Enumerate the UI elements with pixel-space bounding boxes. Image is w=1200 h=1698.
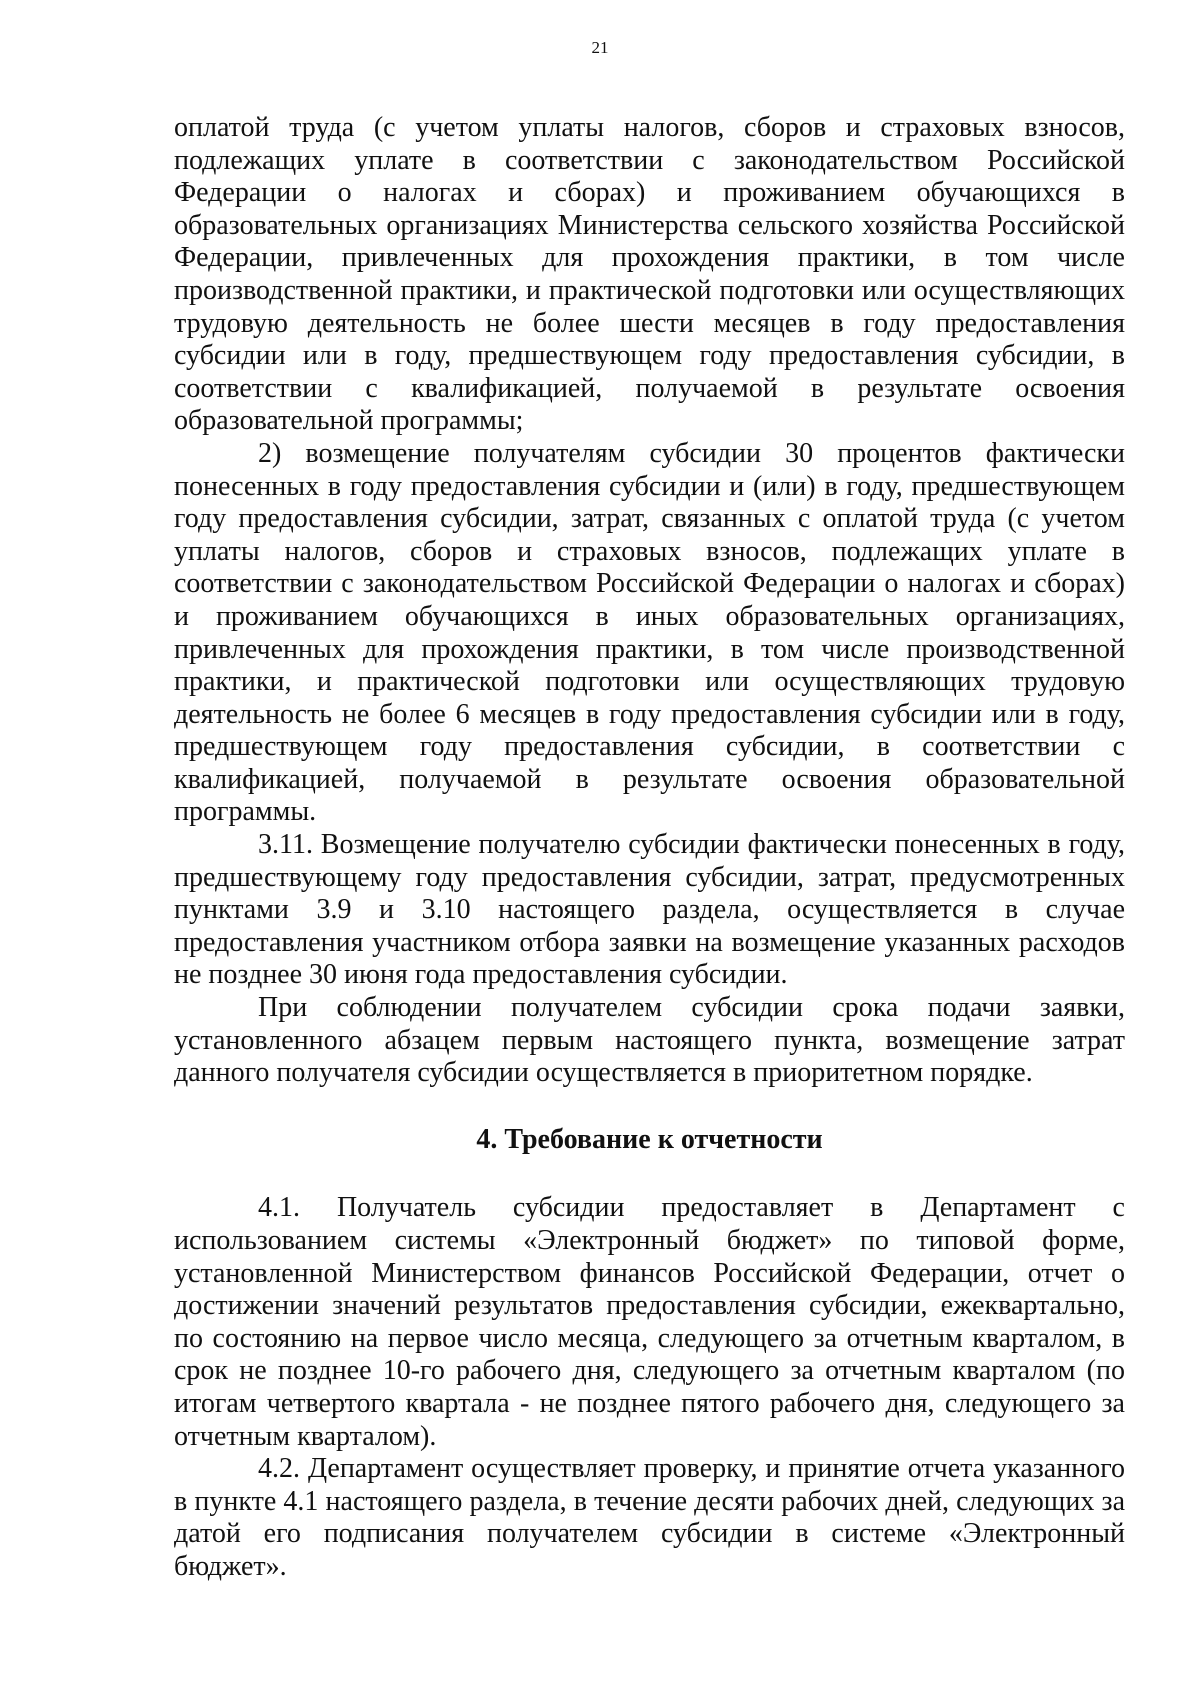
paragraph-item-2: 2) возмещение получателям субсидии 30 процентов фактически понесенных в году предоставления субсидии и (или) в году, предшествующем году предоставления субсидии, затрат, связанных с оплатой труда (с учетом уплаты налогов, сборов и страховых взносов, подлежащих уплате в соответствии с законодательством Российской Федерации о налогах и сборах) и проживанием обучающихся в иных образовательных организациях, привлеченных для прохождения практики, в том числе производственной практики, и практической подготовки или осуществляющих трудовую деятельность не более 6 месяцев в году предоставления субсидии или в году, предшествующем году предоставления субсидии, в соответствии с квалификацией, получаемой в результате освоения образовательной программы. — [174, 437, 1125, 828]
section-heading: 4. Требование к отчетности — [476, 1123, 823, 1155]
paragraph-4-1: 4.1. Получатель субсидии предоставляет в Департамент с использованием системы «Электронный бюджет» по типовой форме, установленной Министерством финансов Российской Федерации, отчет о достижении значений результатов предоставления субсидии, ежеквартально, по состоянию на первое число месяца, следующего за отчетным кварталом, в срок не позднее 10-го рабочего дня, следующего за отчетным кварталом (по итогам четвертого квартала - не позднее пятого рабочего дня, следующего за отчетным кварталом). — [174, 1192, 1125, 1452]
paragraph-priority-note: При соблюдении получателем субсидии срока подачи заявки, установленного абзацем первым настоящего пункта, возмещение затрат данного получателя субсидии осуществляется в приоритетном порядке. — [174, 992, 1125, 1089]
page-number: 21 — [591, 38, 609, 57]
document-body — [174, 112, 1125, 1584]
paragraph-4-2: 4.2. Департамент осуществляет проверку, и принятие отчета указанного в пункте 4.1 настоящего раздела, в течение десяти рабочих дней, следующих за датой его подписания получателем субсидии в системе «Электронный бюджет». — [174, 1453, 1125, 1582]
paragraph-continuation: оплатой труда (с учетом уплаты налогов, сборов и страховых взносов, подлежащих уплате в соответствии с законодательством Российской Федерации о налогах и сборах) и проживанием обучающихся в образовательных организациях Министерства сельского хозяйства Российской Федерации, привлеченных для прохождения практики, в том числе производственной практики, и практической подготовки или осуществляющих трудовую деятельность не более шести месяцев в году предоставления субсидии или в году, предшествующем году предоставления субсидии, в соответствии с квалификацией, получаемой в результате освоения образовательной программы; — [174, 112, 1125, 437]
paragraph-3-11: 3.11. Возмещение получателю субсидии фактически понесенных в году, предшествующему году предоставления субсидии, затрат, предусмотренных пунктами 3.9 и 3.10 настоящего раздела, осуществляется в случае предоставления участником отбора заявки на возмещение указанных расходов не позднее 30 июня года предоставления субсидии. — [174, 829, 1125, 991]
